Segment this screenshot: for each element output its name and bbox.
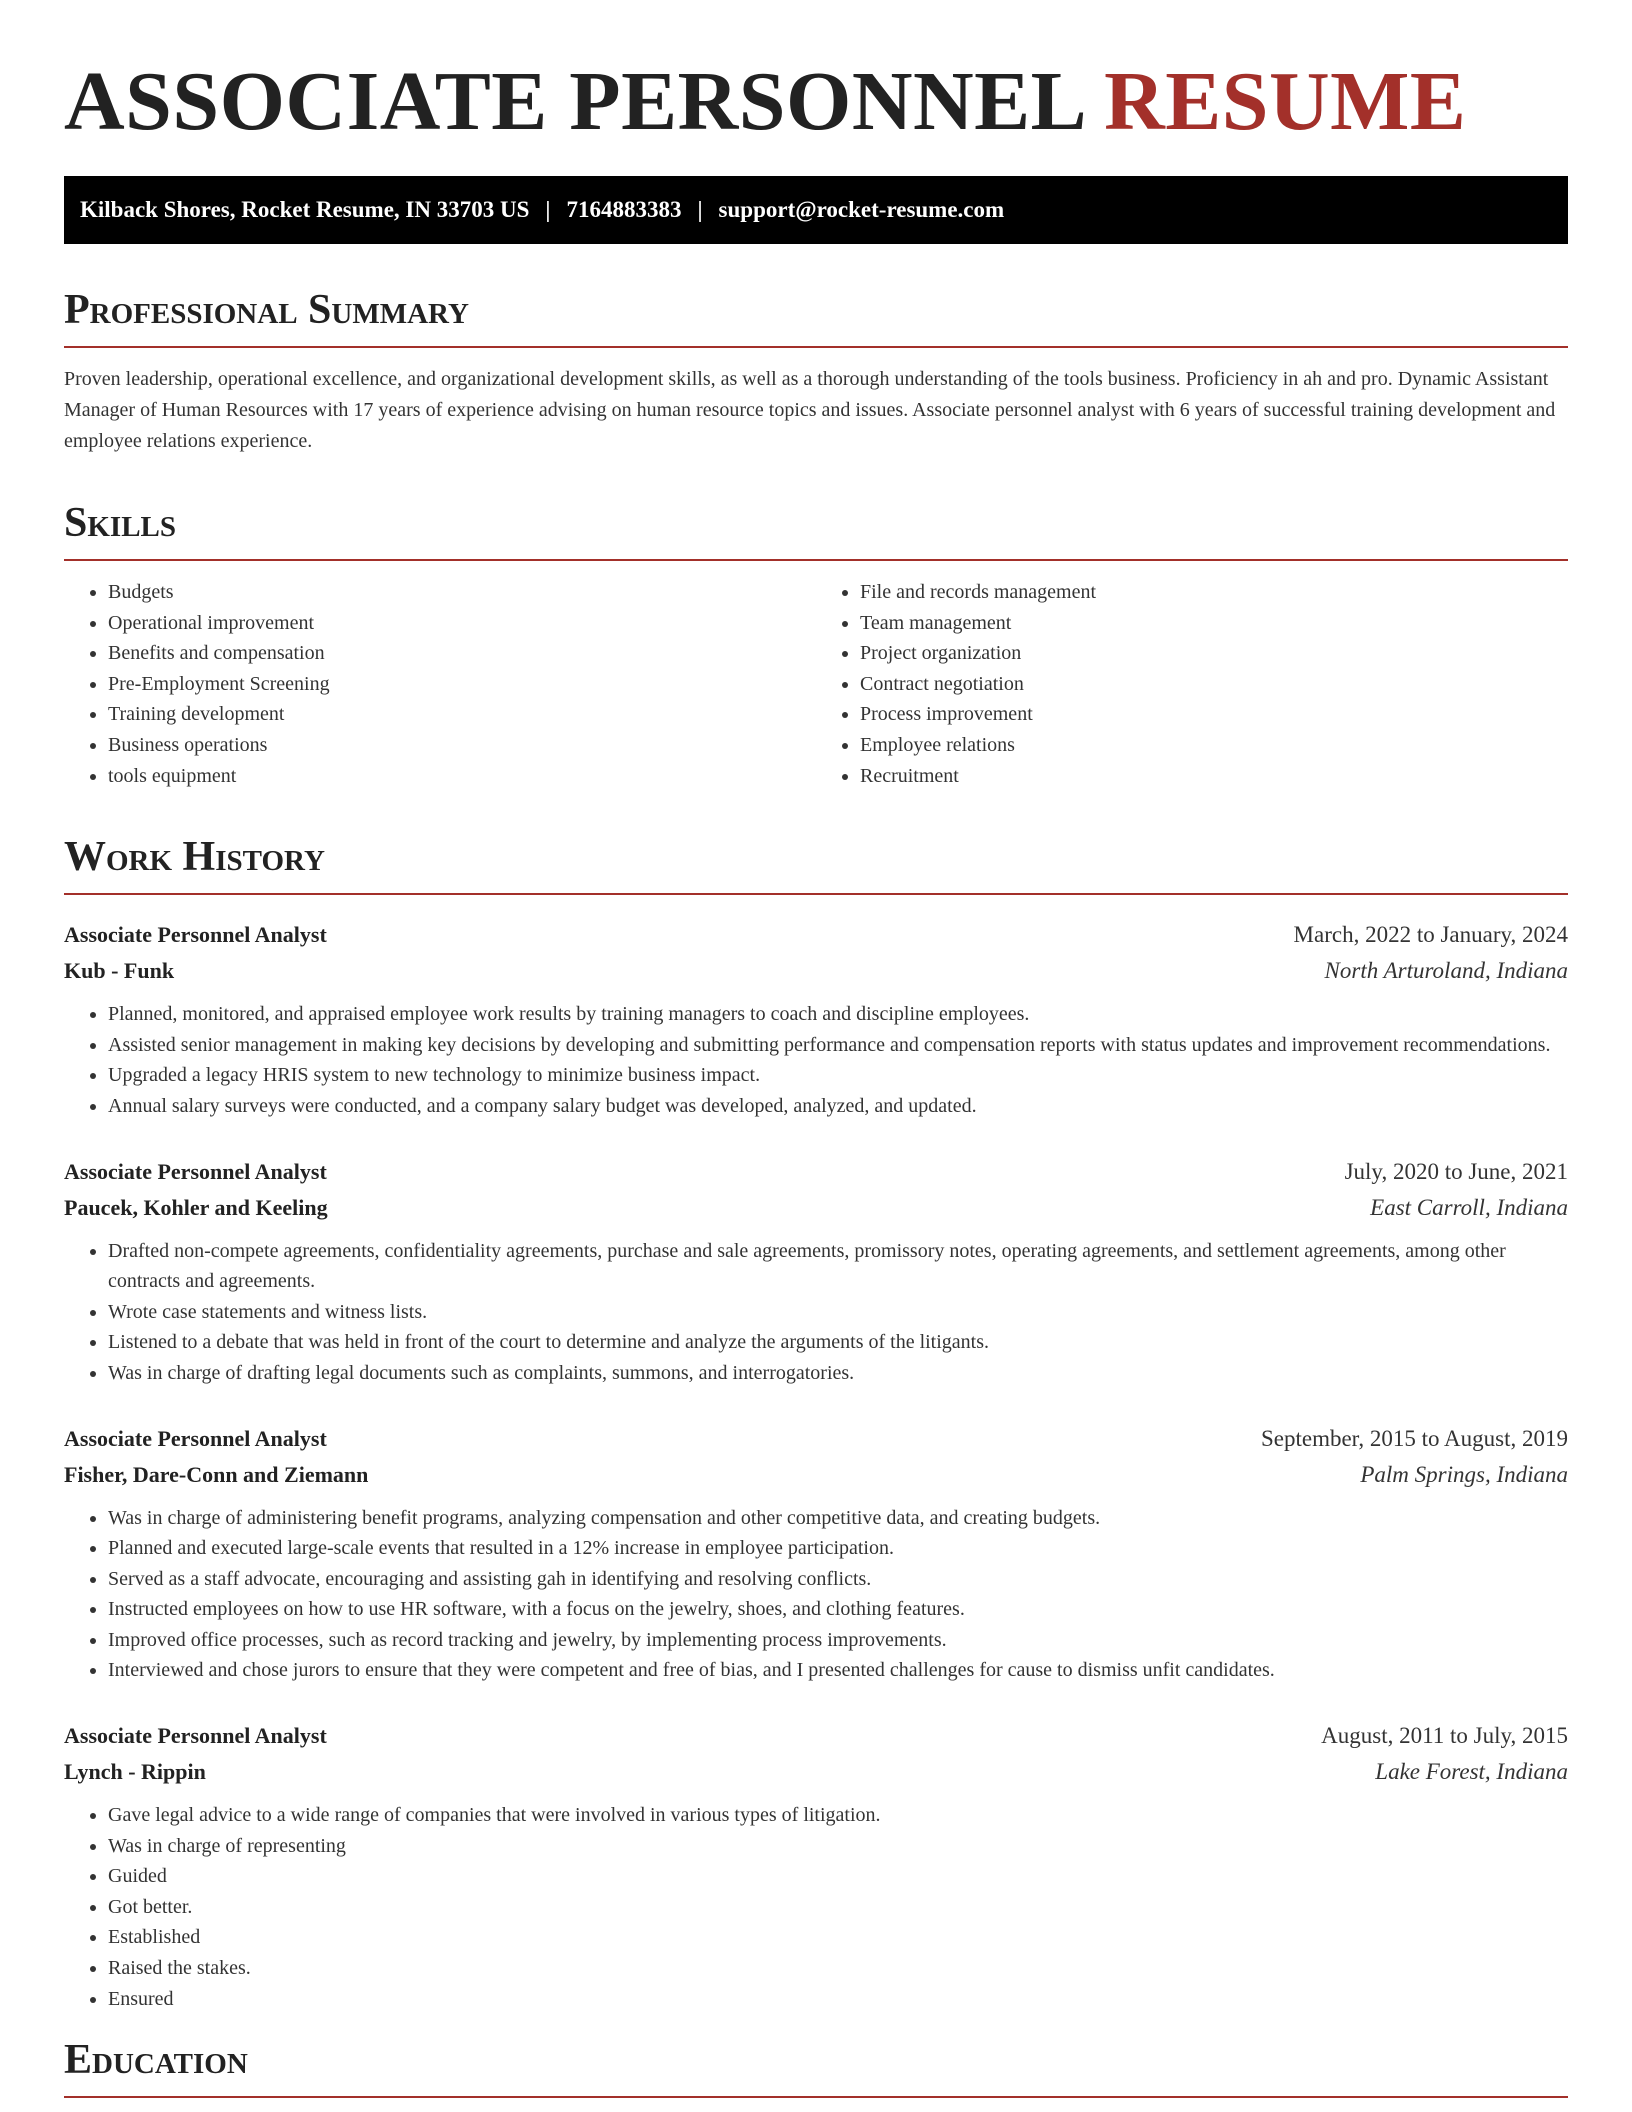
job-location: North Arturoland, Indiana bbox=[1324, 958, 1568, 984]
job-bullets bbox=[64, 1236, 1568, 1389]
skill-item: • Employee relations bbox=[860, 730, 1568, 761]
job-title: Associate Personnel Analyst bbox=[64, 1158, 327, 1184]
skill-item: • Recruitment bbox=[860, 761, 1568, 792]
job-dates: September, 2015 to August, 2019 bbox=[1260, 1425, 1568, 1451]
skill-item: • Project organization bbox=[860, 638, 1568, 669]
job-bullet: • Was in charge of administering benefit programs, analyzing compensation and other competitive data, and creating budgets. bbox=[108, 1503, 1568, 1534]
summary-text: Proven leadership, operational excellence, and organizational development skills, as well as a thorough understanding of the tools business. Proficiency in ah and pro. Dynamic Assistant Manager of Human Resources with 17 years of experience advising on human resource topics and issues. Associate personnel analyst with 6 years of successful training development and employee relations experience. bbox=[64, 368, 1556, 452]
contact-phone: 7164883383 bbox=[566, 197, 682, 222]
job-entry bbox=[64, 1718, 1568, 2014]
resume-title bbox=[64, 0, 1568, 152]
job-bullet: • Planned, monitored, and appraised employee work results by training managers to coach and discipline employees. bbox=[108, 999, 1568, 1030]
job-bullet: • Annual salary surveys were conducted, and a company salary budget was developed, analyzed, and updated. bbox=[108, 1091, 1568, 1122]
skill-item: • tools equipment bbox=[108, 761, 816, 792]
job-dates: July, 2020 to June, 2021 bbox=[1344, 1158, 1568, 1184]
job-entry bbox=[64, 1154, 1568, 1389]
contact-address: Kilback Shores, Rocket Resume, IN 33703 US bbox=[80, 197, 530, 222]
job-title: Associate Personnel Analyst bbox=[64, 1425, 327, 1451]
job-bullet: • Served as a staff advocate, encouraging and assisting gah in identifying and resolving conflicts. bbox=[108, 1564, 1568, 1595]
skills-heading: Skills bbox=[64, 503, 1568, 561]
skill-item: • Contract negotiation bbox=[860, 669, 1568, 700]
skills-column-left bbox=[64, 577, 816, 791]
skill-item: • Budgets bbox=[108, 577, 816, 608]
job-entry bbox=[64, 917, 1568, 1121]
contact-separator: | bbox=[545, 197, 551, 222]
job-location: Palm Springs, Indiana bbox=[1360, 1461, 1568, 1487]
job-bullet: • Assisted senior management in making key decisions by developing and submitting performance and compensation reports with status updates and improvement recommendations. bbox=[108, 1030, 1568, 1061]
job-bullet: • Was in charge of drafting legal documents such as complaints, summons, and interrogatories. bbox=[108, 1358, 1568, 1389]
education-heading: Education bbox=[64, 2040, 1568, 2098]
job-bullets bbox=[64, 1503, 1568, 1687]
skill-item: • Process improvement bbox=[860, 699, 1568, 730]
job-bullet: • Wrote case statements and witness lists. bbox=[108, 1297, 1568, 1328]
job-entry bbox=[64, 1421, 1568, 1687]
job-location: Lake Forest, Indiana bbox=[1375, 1759, 1568, 1785]
job-company: Lynch - Rippin bbox=[64, 1759, 206, 1785]
education-section bbox=[64, 2037, 1568, 2098]
job-bullet: • Drafted non-compete agreements, confidentiality agreements, purchase and sale agreements, promissory notes, operating agreements, and settlement agreements, among other contracts and agreements. bbox=[108, 1236, 1568, 1297]
job-bullet: • Upgraded a legacy HRIS system to new technology to minimize business impact. bbox=[108, 1060, 1568, 1091]
job-bullet: • Raised the stakes. bbox=[108, 1953, 1568, 1984]
work-history-heading: Work History bbox=[64, 837, 1568, 895]
job-bullets bbox=[64, 999, 1568, 1121]
contact-email: support@rocket-resume.com bbox=[718, 197, 1005, 222]
title-main: ASSOCIATE PERSONNEL bbox=[64, 55, 1083, 148]
skills-list bbox=[64, 577, 1568, 791]
contact-bar bbox=[64, 176, 1568, 244]
skill-item: • File and records management bbox=[860, 577, 1568, 608]
job-location: East Carroll, Indiana bbox=[1370, 1194, 1568, 1220]
job-bullet: • Established bbox=[108, 1922, 1568, 1953]
job-dates: August, 2011 to July, 2015 bbox=[1321, 1723, 1568, 1749]
skill-item: • Pre-Employment Screening bbox=[108, 669, 816, 700]
job-bullet: • Instructed employees on how to use HR software, with a focus on the jewelry, shoes, and clothing features. bbox=[108, 1594, 1568, 1625]
job-bullet: • Ensured bbox=[108, 1984, 1568, 2015]
job-bullet: • Was in charge of representing bbox=[108, 1831, 1568, 1862]
skill-item: • Operational improvement bbox=[108, 608, 816, 639]
summary-section bbox=[64, 287, 1568, 457]
job-bullet: • Interviewed and chose jurors to ensure that they were competent and free of bias, and I presented challenges for cause to dismiss unfit candidates. bbox=[108, 1655, 1568, 1686]
title-accent: RESUME bbox=[1104, 55, 1467, 148]
job-bullets bbox=[64, 1800, 1568, 2014]
skills-section bbox=[64, 500, 1568, 791]
skills-column-right bbox=[816, 577, 1568, 791]
summary-heading: Professional Summary bbox=[64, 290, 1568, 348]
contact-separator: | bbox=[697, 197, 703, 222]
skill-item: • Training development bbox=[108, 699, 816, 730]
skill-item: • Team management bbox=[860, 608, 1568, 639]
job-bullet: • Got better. bbox=[108, 1892, 1568, 1923]
job-title: Associate Personnel Analyst bbox=[64, 1723, 327, 1749]
job-company: Paucek, Kohler and Keeling bbox=[64, 1194, 328, 1220]
job-bullet: • Gave legal advice to a wide range of companies that were involved in various types of litigation. bbox=[108, 1800, 1568, 1831]
job-bullet: • Improved office processes, such as record tracking and jewelry, by implementing process improvements. bbox=[108, 1625, 1568, 1656]
skill-item: • Benefits and compensation bbox=[108, 638, 816, 669]
job-dates: March, 2022 to January, 2024 bbox=[1293, 922, 1568, 948]
work-history-section bbox=[64, 834, 1568, 2014]
skill-item: • Business operations bbox=[108, 730, 816, 761]
job-company: Fisher, Dare-Conn and Ziemann bbox=[64, 1461, 369, 1487]
job-bullet: • Planned and executed large-scale events that resulted in a 12% increase in employee participation. bbox=[108, 1533, 1568, 1564]
job-company: Kub - Funk bbox=[64, 958, 175, 984]
job-bullet: • Listened to a debate that was held in front of the court to determine and analyze the arguments of the litigants. bbox=[108, 1327, 1568, 1358]
job-bullet: • Guided bbox=[108, 1861, 1568, 1892]
job-title: Associate Personnel Analyst bbox=[64, 922, 327, 948]
